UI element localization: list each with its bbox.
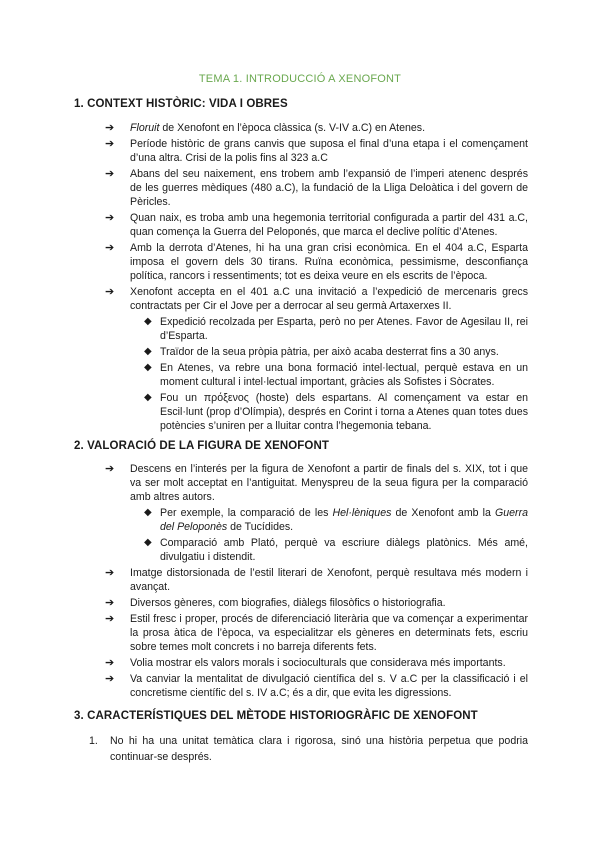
section-heading-2: 2. VALORACIÓ DE LA FIGURA DE XENOFONT <box>74 440 330 452</box>
arrow-bullet-icon: ➔ <box>105 673 115 685</box>
arrow-bullet-icon: ➔ <box>105 168 115 180</box>
section-heading-1: 1. CONTEXT HISTÒRIC: VIDA I OBRES <box>74 98 288 110</box>
list-item-text: Amb la derrota d’Atenes, hi ha una gran crisi econòmica. En el 404 a.C, Esparta imposa el govern dels 30 tirans. Ruïna econòmica, pessimisme, desconfiança política, rancors i ressentiments; tot es deixa veure en els escrits de l’època. <box>130 242 528 282</box>
list-item-text: Període històric de grans canvis que suposa el final d’una etapa i el començament d’una altra. Crisi de la polis fins al 323 a.C <box>130 138 528 164</box>
arrow-bullet-icon: ➔ <box>105 613 115 625</box>
list-item-text: de Xenofont en l’època clàssica (s. V-IV a.C) en Atenes. <box>159 122 426 134</box>
list-item-text: Va canviar la mentalitat de divulgació científica del s. V a.C per la classificació i el concretisme científic del s. IV a.C; és a dir, que evita les digressions. <box>130 673 528 699</box>
list-item-text: Xenofont accepta en el 401 a.C una invitació a l’expedició de mercenaris grecs contractats per Cir el Jove per a derrocar al seu germà Artaxerxes II. <box>130 286 528 312</box>
list-item-text: Estil fresc i proper, procés de diferenciació literària que va començar a experimentar la prosa àtica de l’època, va especialitzar els gèneres en determinats fets, escriu sobre temes molt concrets i no barreja diferents fets. <box>130 613 528 653</box>
arrow-bullet-icon: ➔ <box>105 286 115 298</box>
diamond-bullet-icon: ◆ <box>144 346 152 357</box>
arrow-bullet-icon: ➔ <box>105 463 115 475</box>
document-title: TEMA 1. INTRODUCCIÓ A XENOFONT <box>198 73 402 85</box>
list-item <box>0 167 600 209</box>
sub-list-item <box>144 315 528 343</box>
list-item <box>0 211 600 239</box>
sub-list-item-text: Per exemple, la comparació de les <box>160 507 333 519</box>
sub-list-item <box>144 391 528 433</box>
sub-list <box>130 506 528 564</box>
list-item <box>0 121 600 135</box>
list-item <box>0 672 600 700</box>
diamond-bullet-icon: ◆ <box>144 507 152 518</box>
arrow-bullet-icon: ➔ <box>105 212 115 224</box>
list-item <box>0 612 600 654</box>
list-item <box>0 596 600 610</box>
italic-title: Hel·lèniques <box>332 507 392 519</box>
sub-list-item-text: En Atenes, va rebre una bona formació intel·lectual, perquè estava en un moment cultural i intel·lectual important, gràcies als Sofistes i Sòcrates. <box>160 362 528 388</box>
section-3-list <box>0 733 600 765</box>
list-item-text: Diversos gèneres, com biografies, diàlegs filosòfics o historiografia. <box>130 597 446 609</box>
sub-list-item <box>144 536 528 564</box>
italic-term: Floruit <box>130 122 160 134</box>
list-item-text: Descens en l’interés per la figura de Xenofont a partir de finals del s. XIX, tot i que va ser molt acceptat en l’antiguitat. Menyspreu de la seua figura per la comparació amb altres autors. <box>130 463 528 503</box>
section-1-list <box>0 121 600 435</box>
list-item-text: Abans del seu naixement, ens trobem amb l’expansió de l’imperi atenenc després de les guerres mèdiques (480 a.C), la fundació de la Lliga Deloàtica i del govern de Pèricles. <box>130 168 528 208</box>
diamond-bullet-icon: ◆ <box>144 316 152 327</box>
numbered-item <box>0 733 600 765</box>
sub-list-item-text: Comparació amb Plató, perquè va escriure diàlegs platònics. Més amé, divulgatiu i distendit. <box>160 537 528 563</box>
list-item-text: Volia mostrar els valors morals i socioculturals que considerava més importants. <box>130 657 506 669</box>
section-heading-3: 3. CARACTERÍSTIQUES DEL MÈTODE HISTORIOGRÀFIC DE XENOFONT <box>74 710 478 722</box>
sub-list-item-text: de Tucídides. <box>227 521 294 533</box>
diamond-bullet-icon: ◆ <box>144 362 152 373</box>
sub-list-item-text: Fou un πρόξενος (hoste) dels espartans. Al començament va estar en Escil·lunt (prop d’Olímpia), després en Corint i torna a Atenes quan totes dues potències s’uniren per a lluitar contra l’hegemonia tebana. <box>160 392 528 432</box>
italic-title: Guerra del Peloponès <box>160 507 528 533</box>
arrow-bullet-icon: ➔ <box>105 567 115 579</box>
sub-list-item <box>144 361 528 389</box>
list-item-text: Quan naix, es troba amb una hegemonia territorial configurada a partir del 431 a.C, quan comença la Guerra del Peloponés, que marca el declive polític d’Atenes. <box>130 212 528 238</box>
diamond-bullet-icon: ◆ <box>144 392 152 403</box>
list-item <box>0 656 600 670</box>
list-item <box>0 285 600 433</box>
sub-list <box>130 315 528 433</box>
arrow-bullet-icon: ➔ <box>105 657 115 669</box>
arrow-bullet-icon: ➔ <box>105 242 115 254</box>
list-item <box>0 566 600 594</box>
list-item <box>0 462 600 564</box>
arrow-bullet-icon: ➔ <box>105 122 115 134</box>
numbered-item-text: No hi ha una unitat temàtica clara i rigorosa, sinó una història perpetua que podria continuar-se després. <box>110 735 528 763</box>
list-item <box>0 241 600 283</box>
sub-list-item-text: de Xenofont amb la <box>391 507 496 519</box>
item-number: 1. <box>89 735 98 747</box>
diamond-bullet-icon: ◆ <box>144 537 152 548</box>
list-item <box>0 137 600 165</box>
sub-list-item <box>144 345 528 359</box>
arrow-bullet-icon: ➔ <box>105 138 115 150</box>
sub-list-item <box>144 506 528 534</box>
sub-list-item-text: Expedició recolzada per Esparta, però no per Atenes. Favor de Agesilau II, rei d’Esparta. <box>160 316 528 342</box>
sub-list-item-text: Traïdor de la seua pròpia pàtria, per això acaba desterrat fins a 30 anys. <box>160 346 499 358</box>
list-item-text: Imatge distorsionada de l’estil literari de Xenofont, perquè resultava més modern i avançat. <box>130 567 528 593</box>
section-2-list <box>0 462 600 702</box>
arrow-bullet-icon: ➔ <box>105 597 115 609</box>
